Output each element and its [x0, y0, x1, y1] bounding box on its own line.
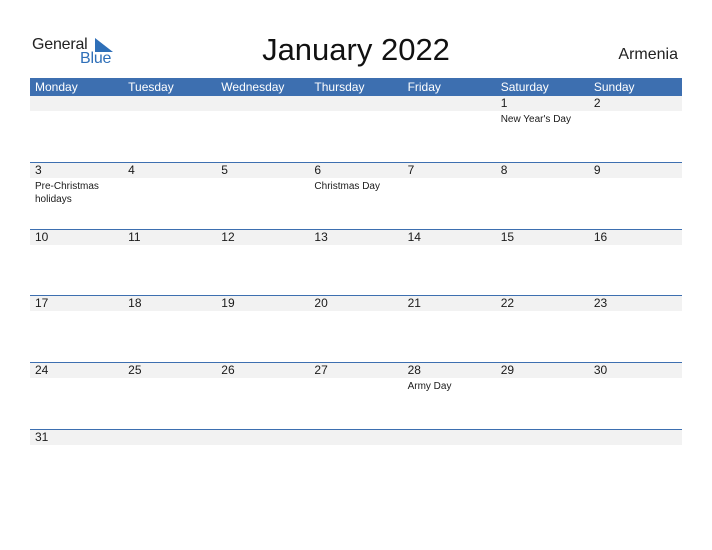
day-number: 13 — [309, 230, 402, 245]
weekday-header-monday: Monday — [35, 80, 78, 94]
day-cell[interactable] — [216, 363, 309, 393]
day-number: 25 — [123, 363, 216, 378]
day-cell[interactable] — [216, 163, 309, 206]
day-cell[interactable] — [496, 230, 589, 247]
day-cell[interactable] — [309, 96, 402, 126]
day-cell[interactable] — [216, 96, 309, 126]
holiday-label — [589, 178, 682, 180]
day-cell[interactable] — [216, 296, 309, 313]
day-cell[interactable] — [30, 96, 123, 126]
day-cell[interactable] — [309, 430, 402, 447]
day-number — [30, 96, 123, 111]
day-number: 27 — [309, 363, 402, 378]
day-number — [216, 430, 309, 445]
day-number — [123, 430, 216, 445]
holiday-label — [216, 111, 309, 113]
holiday-label — [309, 311, 402, 313]
holiday-label — [496, 445, 589, 447]
day-cell[interactable] — [589, 96, 682, 126]
country-label: Armenia — [618, 46, 678, 63]
day-cell[interactable] — [589, 430, 682, 447]
day-cell[interactable] — [30, 163, 123, 206]
weekday-header-thursday: Thursday — [314, 80, 365, 94]
weekday-header-saturday: Saturday — [500, 80, 549, 94]
day-cell[interactable] — [496, 363, 589, 393]
holiday-label — [30, 111, 123, 113]
day-cell[interactable] — [30, 363, 123, 393]
day-number — [403, 430, 496, 445]
holiday-label: New Year's Day — [500, 114, 571, 125]
day-cell[interactable] — [589, 230, 682, 247]
day-number: 6 — [309, 163, 402, 178]
weekday-header-friday: Friday — [407, 80, 441, 94]
week-row — [30, 362, 682, 393]
day-cell[interactable] — [403, 163, 496, 206]
week-row — [30, 295, 682, 313]
holiday-label — [403, 178, 496, 180]
day-cell[interactable] — [496, 430, 589, 447]
holiday-label — [403, 111, 496, 113]
holiday-label — [30, 311, 123, 313]
holiday-label: Pre-Christmas holidays — [35, 181, 99, 205]
holiday-label — [309, 111, 402, 113]
day-cell[interactable] — [309, 296, 402, 313]
week-row — [30, 429, 682, 447]
day-number: 12 — [216, 230, 309, 245]
day-cell[interactable] — [30, 430, 123, 447]
holiday-label — [216, 311, 309, 313]
weekday-header-tuesday: Tuesday — [128, 80, 174, 94]
day-cell[interactable] — [403, 363, 496, 393]
day-cell[interactable] — [123, 430, 216, 447]
holiday-label — [589, 245, 682, 247]
logo-text-general: General — [32, 36, 88, 53]
day-number — [309, 430, 402, 445]
day-number: 1 — [496, 96, 589, 111]
holiday-label — [496, 378, 589, 380]
day-number: 14 — [403, 230, 496, 245]
holiday-label — [123, 245, 216, 247]
day-number: 30 — [589, 363, 682, 378]
day-number: 22 — [496, 296, 589, 311]
holiday-label — [403, 445, 496, 447]
day-number — [309, 96, 402, 111]
holiday-label — [123, 178, 216, 180]
day-number — [216, 96, 309, 111]
holiday-label — [123, 445, 216, 447]
holiday-label — [496, 178, 589, 180]
holiday-label — [589, 111, 682, 113]
day-cell[interactable] — [123, 163, 216, 206]
holiday-label — [123, 311, 216, 313]
day-number: 18 — [123, 296, 216, 311]
holiday-label — [216, 245, 309, 247]
holiday-label — [216, 178, 309, 180]
day-number — [589, 430, 682, 445]
day-cell[interactable] — [589, 363, 682, 393]
day-number: 8 — [496, 163, 589, 178]
day-number: 15 — [496, 230, 589, 245]
day-cell[interactable] — [123, 96, 216, 126]
day-number: 10 — [30, 230, 123, 245]
day-cell[interactable] — [30, 296, 123, 313]
weekday-header-row — [30, 78, 682, 96]
day-cell[interactable] — [403, 96, 496, 126]
day-cell[interactable] — [309, 163, 402, 206]
day-cell[interactable] — [589, 296, 682, 313]
day-number: 20 — [309, 296, 402, 311]
weekday-header-sunday: Sunday — [593, 80, 635, 94]
day-cell[interactable] — [403, 230, 496, 247]
holiday-label — [403, 245, 496, 247]
day-cell[interactable] — [309, 230, 402, 247]
day-cell[interactable] — [123, 296, 216, 313]
day-number: 4 — [123, 163, 216, 178]
day-cell[interactable] — [123, 230, 216, 247]
holiday-label — [30, 378, 123, 380]
day-number: 26 — [216, 363, 309, 378]
day-cell[interactable] — [216, 230, 309, 247]
week-row — [30, 162, 682, 206]
day-cell[interactable] — [589, 163, 682, 206]
day-cell[interactable] — [30, 230, 123, 247]
logo-text-blue: Blue — [80, 50, 112, 67]
day-cell[interactable] — [403, 430, 496, 447]
holiday-label: Christmas Day — [314, 181, 380, 192]
day-number: 5 — [216, 163, 309, 178]
holiday-label — [589, 378, 682, 380]
holiday-label — [30, 245, 123, 247]
day-cell[interactable] — [216, 430, 309, 447]
day-number: 23 — [589, 296, 682, 311]
holiday-label — [589, 311, 682, 313]
day-cell[interactable] — [496, 96, 589, 126]
weekday-header-wednesday: Wednesday — [221, 80, 285, 94]
day-cell[interactable] — [403, 296, 496, 313]
holiday-label — [309, 245, 402, 247]
holiday-label: Army Day — [407, 381, 452, 392]
day-number — [123, 96, 216, 111]
holiday-label — [496, 245, 589, 247]
holiday-label — [589, 445, 682, 447]
day-number: 17 — [30, 296, 123, 311]
day-cell[interactable] — [496, 296, 589, 313]
day-number: 16 — [589, 230, 682, 245]
day-number — [496, 430, 589, 445]
day-number: 9 — [589, 163, 682, 178]
day-number: 3 — [30, 163, 123, 178]
day-cell[interactable] — [309, 363, 402, 393]
holiday-label — [123, 111, 216, 113]
day-cell[interactable] — [123, 363, 216, 393]
holiday-label — [309, 378, 402, 380]
day-number: 31 — [30, 430, 123, 445]
day-number: 24 — [30, 363, 123, 378]
day-number: 7 — [403, 163, 496, 178]
holiday-label — [309, 445, 402, 447]
day-number: 28 — [403, 363, 496, 378]
day-number: 19 — [216, 296, 309, 311]
holiday-label — [30, 445, 123, 447]
day-number: 29 — [496, 363, 589, 378]
week-row — [30, 229, 682, 247]
day-number: 2 — [589, 96, 682, 111]
week-row — [30, 96, 682, 126]
day-number: 21 — [403, 296, 496, 311]
holiday-label — [496, 311, 589, 313]
calendar-title: January 2022 — [262, 32, 450, 67]
day-number: 11 — [123, 230, 216, 245]
day-cell[interactable] — [496, 163, 589, 206]
holiday-label — [123, 378, 216, 380]
holiday-label — [216, 378, 309, 380]
day-number — [403, 96, 496, 111]
holiday-label — [216, 445, 309, 447]
holiday-label — [403, 311, 496, 313]
